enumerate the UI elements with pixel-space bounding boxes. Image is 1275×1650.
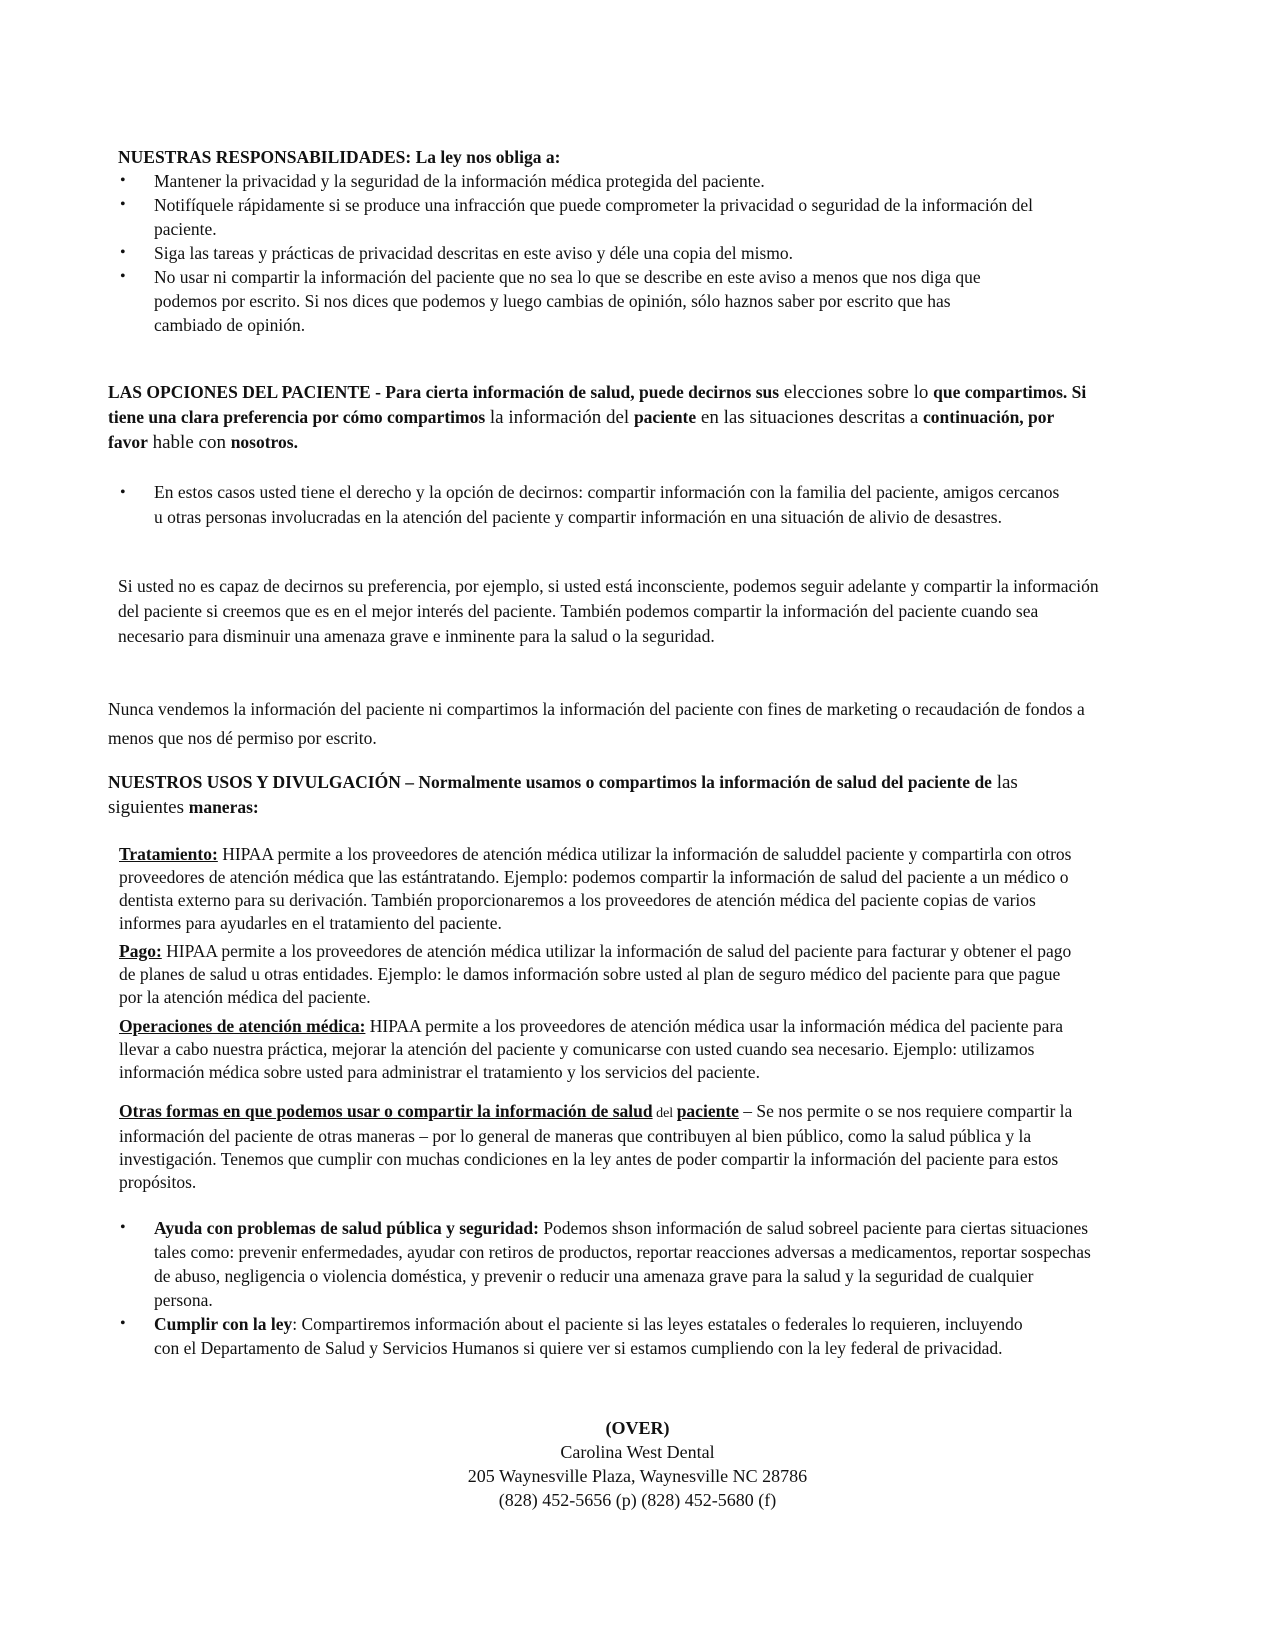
other-uses-paragraph: Otras formas en que podemos usar o compartir la información de salud del paciente – Se nos permite o se nos requiere compartir la información del paciente de otras maneras – por lo general de maneras que contribuyen al bien público, como la salud pública y la investigación. Tenemos que cumplir con muchas condiciones en la ley antes de poder compartir la información del paciente para estos propósitos.: [119, 1101, 1073, 1192]
footer: [0, 1416, 1275, 1512]
uses-heading: NUESTROS USOS Y DIVULGACIÓN: [108, 772, 401, 792]
list-item: • Notifíquele rápidamente si se produce una infracción que puede comprometer la privacidad o seguridad de la información del paciente.: [118, 193, 1098, 241]
responsibilities-list: [118, 169, 1098, 337]
responsibilities-heading: NUESTRAS RESPONSABILIDADES: La ley nos obliga a:: [118, 147, 561, 167]
options-never-paragraph: Nunca vendemos la información del paciente ni compartimos la información del paciente con fines de marketing o recaudación de fondos a menos que nos dé permiso por escrito.: [108, 699, 1085, 748]
list-item: • Cumplir con la ley: Compartiremos información about el paciente si las leyes estatales o federales lo requieren, incluyendo con el Departamento de Salud y Servicios Humanos si quiere ver si estamos cumpliendo con la ley federal de privacidad.: [118, 1312, 1093, 1360]
uses-bullets-block: [118, 1216, 1093, 1360]
treatment-label: Tratamiento:: [119, 844, 218, 864]
list-item: • Siga las tareas y prácticas de privacidad descritas en este aviso y déle una copia del mismo.: [118, 241, 1098, 265]
payment-paragraph: Pago: HIPAA permite a los proveedores de atención médica utilizar la información de salud del paciente para facturar y obtener el pago de planes de salud u otras entidades. Ejemplo: le damos información sobre usted al plan de seguro médico del paciente para que pague por la atención médica del paciente.: [119, 941, 1072, 1007]
list-item: • Mantener la privacidad y la seguridad de la información médica protegida del paciente.: [118, 169, 1098, 193]
list-item: • En estos casos usted tiene el derecho y la opción de decirnos: compartir información con la familia del paciente, amigos cercanos u otras personas involucradas en la atención del paciente y compartir información en una situación de alivio de desastres.: [118, 480, 1068, 530]
options-intro: LAS OPCIONES DEL PACIENTE - Para cierta información de salud, puede decirnos sus elecciones sobre lo que compartimos. Si tiene una clara preferencia por cómo compartimos la información del paciente en las situaciones descritas a continuación, por favor hable con nosotros.: [108, 382, 1087, 453]
options-bullet-block: [118, 480, 1068, 530]
list-item: • Ayuda con problemas de salud pública y seguridad: Podemos shson información de salud sobreel paciente para ciertas situaciones tales como: prevenir enfermedades, ayudar con retiros de productos, reportar reacciones adversas a medicamentos, reportar sospechas de abuso, negligencia o violencia doméstica, y prevenir o reducir una amenaza grave para la salud y la seguridad de cualquier persona.: [118, 1216, 1093, 1312]
operations-paragraph: Operaciones de atención médica: HIPAA permite a los proveedores de atención médica usar la información médica del paciente para llevar a cabo nuestra práctica, mejorar la atención del paciente y comunicarse con usted cuando sea necesario. Ejemplo: utilizamos información médica sobre usted para administrar el tratamiento y los servicios del paciente.: [119, 1016, 1064, 1082]
payment-label: Pago:: [119, 941, 162, 961]
practice-address: 205 Waynesville Plaza, Waynesville NC 28786: [467, 1466, 808, 1486]
responsibilities-section: [118, 145, 1098, 337]
treatment-paragraph: Tratamiento: HIPAA permite a los proveedores de atención médica utilizar la información de saluddel paciente y compartirla con otros proveedores de atención médica que las estántratando. Ejemplo: podemos compartir la información de salud del paciente a un médico o dentista externo para su derivación. También proporcionaremos a los proveedores de atención médica del paciente copias de varios informes para ayudarles en el tratamiento del paciente.: [119, 844, 1072, 933]
options-heading: LAS OPCIONES DEL PACIENTE: [108, 382, 371, 402]
options-unable-paragraph: Si usted no es capaz de decirnos su preferencia, por ejemplo, si usted está inconsciente, podemos seguir adelante y compartir la información del paciente si creemos que es en el mejor interés del paciente. También podemos compartir la información del paciente cuando sea necesario para disminuir una amenaza grave e inminente para la salud o la seguridad.: [118, 576, 1099, 646]
over-label: (OVER): [605, 1418, 670, 1438]
practice-phones: (828) 452-5656 (p) (828) 452-5680 (f): [498, 1490, 777, 1510]
practice-name: Carolina West Dental: [560, 1442, 715, 1462]
options-section: [108, 380, 1098, 455]
other-uses-label: Otras formas en que podemos usar o compartir la información de salud: [119, 1101, 653, 1121]
operations-label: Operaciones de atención médica:: [119, 1016, 366, 1036]
uses-heading-block: NUESTROS USOS Y DIVULGACIÓN – Normalmente usamos o compartimos la información de salud del paciente de las siguientes maneras:: [108, 772, 1018, 818]
list-item: • No usar ni compartir la información del paciente que no sea lo que se describe en este aviso a menos que nos diga que podemos por escrito. Si nos dices que podemos y luego cambias de opinión, sólo haznos saber por escrito que has cambiado de opinión.: [118, 265, 1098, 337]
